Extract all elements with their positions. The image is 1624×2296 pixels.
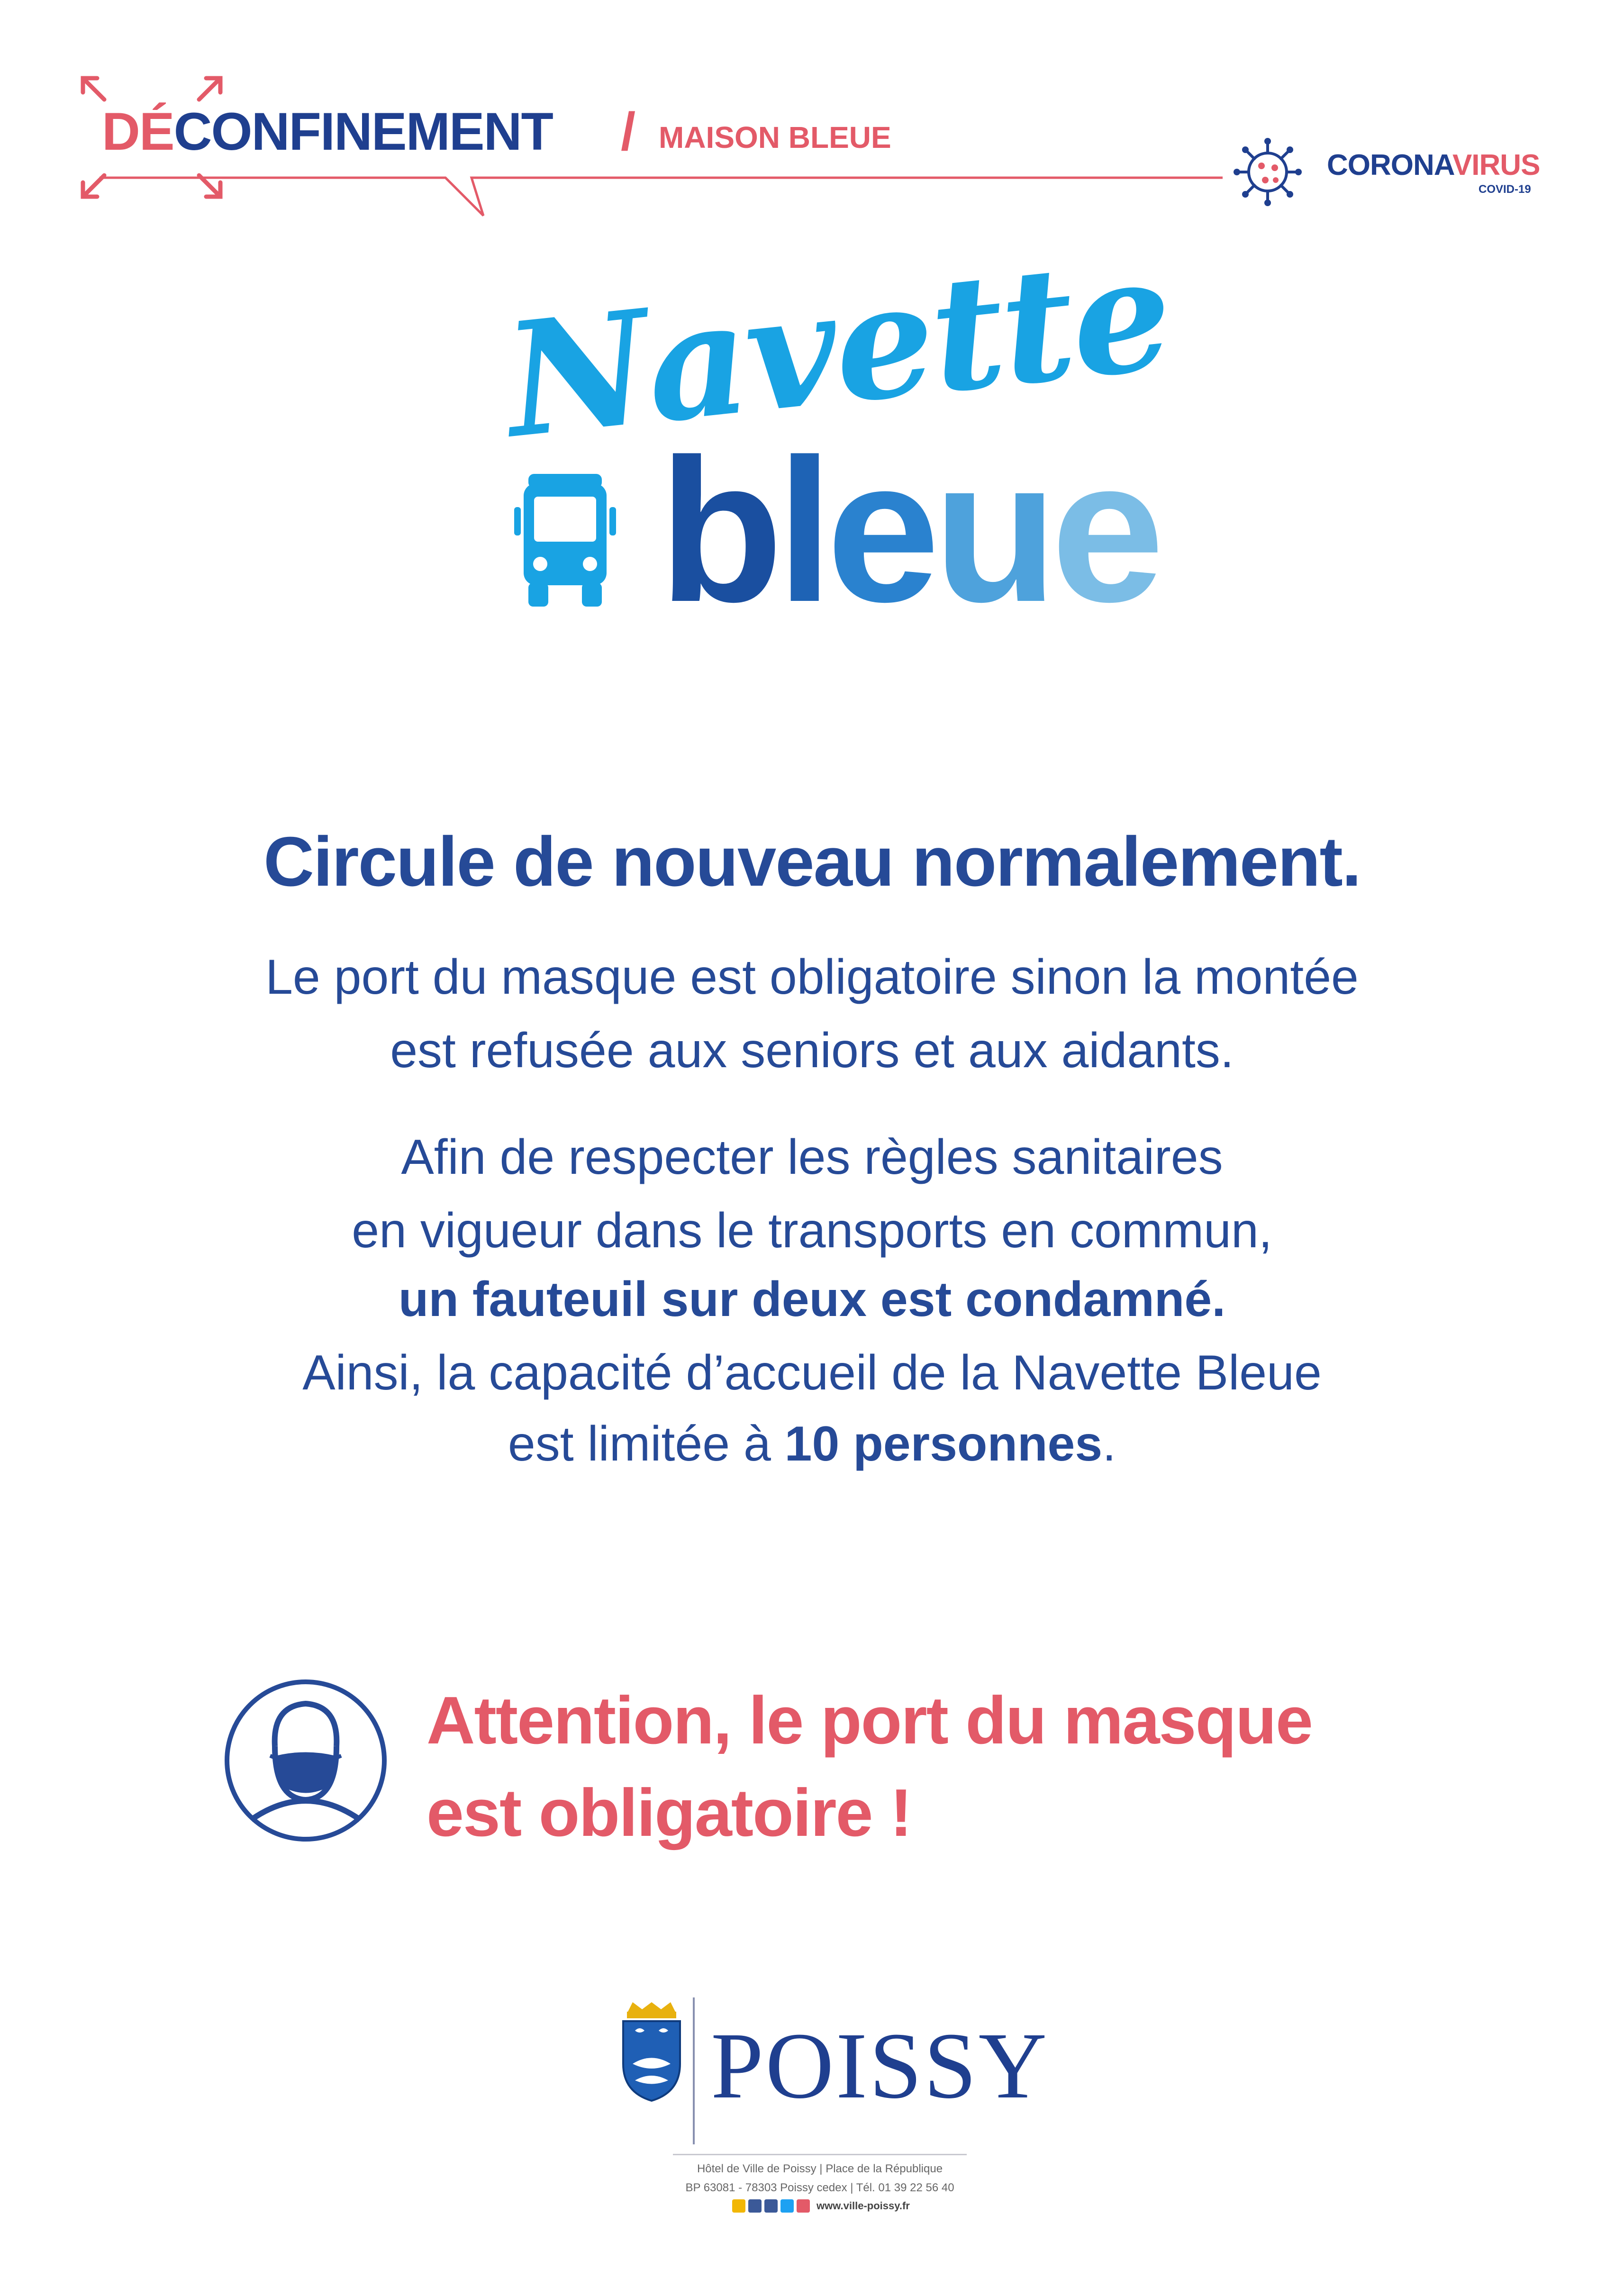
mask-warning-line-1: Attention, le port du masque (426, 1683, 1312, 1758)
navette-logo-script: Navette (497, 220, 1179, 473)
face-mask-icon (223, 1678, 389, 1843)
capacity-line-1: Ainsi, la capacité d’accueil de la Navette Bleue (302, 1345, 1322, 1400)
mask-rule-line-1: Le port du masque est obligatoire sinon la montée (265, 950, 1359, 1005)
facebook-icon[interactable] (764, 2199, 778, 2213)
twitter-icon[interactable] (780, 2199, 794, 2213)
rss-icon[interactable] (797, 2199, 810, 2213)
poissy-crest-icon (618, 2002, 685, 2102)
mask-rule-line-2: est refusée aux seniors et aux aidants. (390, 1023, 1234, 1078)
bleue-letter-2: l (776, 417, 827, 644)
address-line-2: BP 63081 - 78303 Poissy cedex | Tél. 01 39 22 56 40 (685, 2181, 954, 2194)
capacity-count: 10 personnes (784, 1416, 1103, 1471)
poissy-wordmark: POISSY (711, 2014, 1049, 2118)
capacity-line-2: est limitée à 10 personnes. (508, 1416, 1116, 1471)
social-links (732, 2199, 910, 2213)
website-link[interactable]: www.ville-poissy.fr (817, 2200, 910, 2212)
deconfinement-title: DÉCONFINEMENT (102, 102, 553, 161)
covid-label: COVID-19 (1479, 183, 1531, 196)
social-icon-2[interactable] (748, 2199, 762, 2213)
coronavirus-icon (1232, 136, 1303, 208)
bleue-letter-3: e (826, 417, 934, 644)
bleue-logo-word (659, 417, 1158, 644)
maison-bleue-label: MAISON BLEUE (659, 120, 891, 154)
footer-divider (693, 1997, 695, 2144)
footer-rule (673, 2154, 967, 2155)
title-slash: / (621, 102, 636, 161)
seat-rule-line: un fauteuil sur deux est condamné. (398, 1272, 1226, 1327)
bleue-letter-1: b (659, 417, 777, 644)
sanitary-rule-line-1: Afin de respecter les règles sanitaires (401, 1130, 1223, 1185)
address-line-1: Hôtel de Ville de Poissy | Place de la République (697, 2162, 943, 2175)
mask-warning-line-2: est obligatoire ! (426, 1775, 912, 1851)
headline: Circule de nouveau normalement. (263, 823, 1361, 901)
bus-icon (514, 474, 616, 607)
bleue-letter-4: u (933, 417, 1051, 644)
coronavirus-title: CORONAVIRUS (1327, 149, 1540, 182)
sanitary-rule-line-2: en vigueur dans le transports en commun, (352, 1203, 1272, 1258)
bleue-letter-5: e (1051, 417, 1158, 644)
social-icon-1[interactable] (732, 2199, 745, 2213)
